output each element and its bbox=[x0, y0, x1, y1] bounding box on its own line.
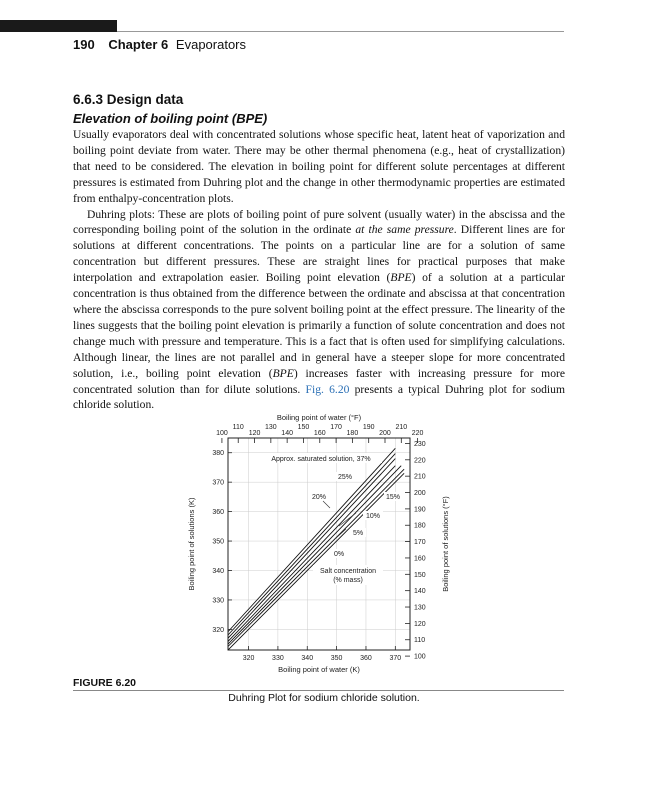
right-tick-label: 100 bbox=[414, 653, 426, 661]
paragraph-1: Usually evaporators deal with concentrated solutions whose specific heat, latent heat of vaporization and boiling point deviate from water. There may be other thermal phenomena (e.g., heat of crystallization) that need to be considered. The elevation in boiling point for different solute percentages at different pressures is estimated from Duhring plot and the change in other thermodynamic properties are estimated from enthalpy-concentration plots. bbox=[73, 128, 565, 205]
x-tick-label: 360 bbox=[360, 655, 372, 662]
annotation-5pct: 5% bbox=[352, 530, 364, 537]
right-tick-label: 120 bbox=[414, 620, 426, 628]
annotation-20pct: 20% bbox=[311, 494, 327, 501]
subsection-heading: Elevation of boiling point (BPE) bbox=[73, 111, 268, 126]
series-line-4 bbox=[228, 459, 395, 639]
x-tick-label: 330 bbox=[272, 655, 284, 662]
x-tick-label: 340 bbox=[301, 655, 314, 662]
annotation-25pct: 25% bbox=[337, 474, 353, 481]
x-axis-label: Boiling point of water (K) bbox=[278, 665, 360, 674]
y-axis-label-right: Boiling point of solutions (°F) bbox=[441, 496, 450, 592]
right-tick-label: 190 bbox=[414, 506, 426, 514]
y-tick-label: 350 bbox=[212, 538, 224, 546]
section-heading: 6.6.3 Design data bbox=[73, 92, 184, 107]
paragraph-2-text: ) increases faster with increasing pressure for more concentrated solution than for dilute solutions. bbox=[73, 366, 566, 396]
top-tick-label: 130 bbox=[264, 424, 277, 431]
right-tick-label: 140 bbox=[414, 588, 426, 596]
plot-frame bbox=[228, 438, 410, 650]
y-tick-label: 330 bbox=[212, 597, 224, 605]
top-tick-label: 220 bbox=[411, 430, 424, 437]
right-tick-label: 230 bbox=[414, 440, 426, 448]
annotation-percent-mass: (% mass) bbox=[333, 577, 363, 584]
top-tick-label: 190 bbox=[362, 424, 375, 431]
y-tick-label: 370 bbox=[212, 479, 224, 487]
right-tick-label: 170 bbox=[414, 539, 426, 547]
running-header bbox=[73, 37, 246, 52]
figure-rule bbox=[73, 690, 564, 691]
right-tick-label: 160 bbox=[414, 555, 426, 563]
x-tick-label: 320 bbox=[242, 655, 255, 662]
paragraph-2 bbox=[73, 207, 565, 414]
right-tick-label: 210 bbox=[414, 473, 426, 481]
top-tick-label: 210 bbox=[395, 424, 408, 431]
top-tick-label: 170 bbox=[330, 424, 342, 431]
right-tick-label: 180 bbox=[414, 522, 426, 530]
top-tick-label: 120 bbox=[248, 430, 261, 437]
figure-label: FIGURE 6.20 bbox=[73, 677, 137, 689]
page-number: 190 bbox=[73, 37, 95, 52]
paragraph-2-text: . Different lines are for solutions at different concentrations. The points on a particular line are for a solution of same concentration but different pressures. These are straight lines for practical purposes that make interpolation and extrapolation easier. Boiling point elevation ( bbox=[73, 223, 565, 285]
y-tick-label: 340 bbox=[212, 568, 224, 575]
y-tick-label: 380 bbox=[212, 450, 224, 458]
duhring-chart bbox=[180, 410, 470, 675]
series-line-6 bbox=[228, 448, 395, 631]
chapter-title: Evaporators bbox=[175, 37, 247, 52]
top-tick-label: 150 bbox=[297, 424, 310, 431]
right-tick-label: 150 bbox=[414, 571, 426, 579]
figure-caption: Duhring Plot for sodium chloride solution. bbox=[228, 692, 420, 704]
series-line-5 bbox=[228, 454, 395, 635]
paragraph-2-text: presents a typical Duhring plot for sodium chloride solution. bbox=[73, 382, 565, 412]
top-tick-label: 140 bbox=[281, 430, 293, 437]
y-tick-label: 320 bbox=[212, 626, 224, 634]
y-axis-label: Boiling point of solutions (K) bbox=[187, 497, 196, 591]
right-tick-label: 200 bbox=[414, 490, 426, 498]
annotation-15pct: 15% bbox=[385, 494, 401, 501]
annotation-salt-concentration: Salt concentration bbox=[319, 568, 377, 575]
right-tick-label: 110 bbox=[414, 637, 426, 645]
figure-link[interactable]: Fig. 6.20 bbox=[305, 382, 350, 396]
body-text bbox=[73, 127, 565, 413]
paragraph-2-text: Duhring plots: These are plots of boiling point of pure solvent (usually water) in the abscissa and the corresponding boiling point of the solution in the ordinate bbox=[73, 207, 565, 237]
annotation-saturated: Approx. saturated solution, 37% bbox=[271, 456, 371, 463]
x-tick-label: 370 bbox=[389, 655, 402, 662]
leader-line bbox=[323, 501, 330, 508]
top-tick-label: 160 bbox=[313, 430, 326, 437]
top-tick-label: 180 bbox=[346, 430, 359, 437]
right-tick-label: 130 bbox=[414, 604, 426, 612]
annotation-0pct: 0% bbox=[333, 551, 345, 558]
emphasis: BPE bbox=[272, 366, 294, 380]
paragraph-2-text: ) of a solution at a particular concentration is thus obtained from the difference between the ordinate and abscissa at that concentration where the abscissa corresponds to the pure solvent boiling point at the effect pressure. The linearity of the lines suggests that the boiling point elevation is primarily a function of solute concentration and does not change much with pressure and temperature. This is a fact that is often used for simplifying calculations. Although linear, the lines are not parallel and in general have a steeper slope for more concentrated solution, i.e., boiling point elevation ( bbox=[73, 271, 565, 380]
emphasis: at the same pressure bbox=[355, 223, 454, 237]
top-tick-label: 110 bbox=[232, 424, 244, 431]
y-tick-label: 360 bbox=[212, 509, 224, 517]
x-tick-label: 350 bbox=[330, 655, 343, 662]
annotation-10pct: 10% bbox=[365, 513, 381, 520]
top-tick-label: 100 bbox=[216, 430, 228, 437]
top-tick-label: 200 bbox=[379, 430, 391, 437]
emphasis: BPE bbox=[390, 271, 412, 285]
header-rule bbox=[117, 31, 564, 32]
right-tick-label: 220 bbox=[414, 457, 426, 465]
header-bar bbox=[0, 20, 117, 32]
top-axis-title: Boiling point of water (°F) bbox=[276, 413, 362, 422]
chapter-label: Chapter 6 bbox=[108, 37, 169, 52]
